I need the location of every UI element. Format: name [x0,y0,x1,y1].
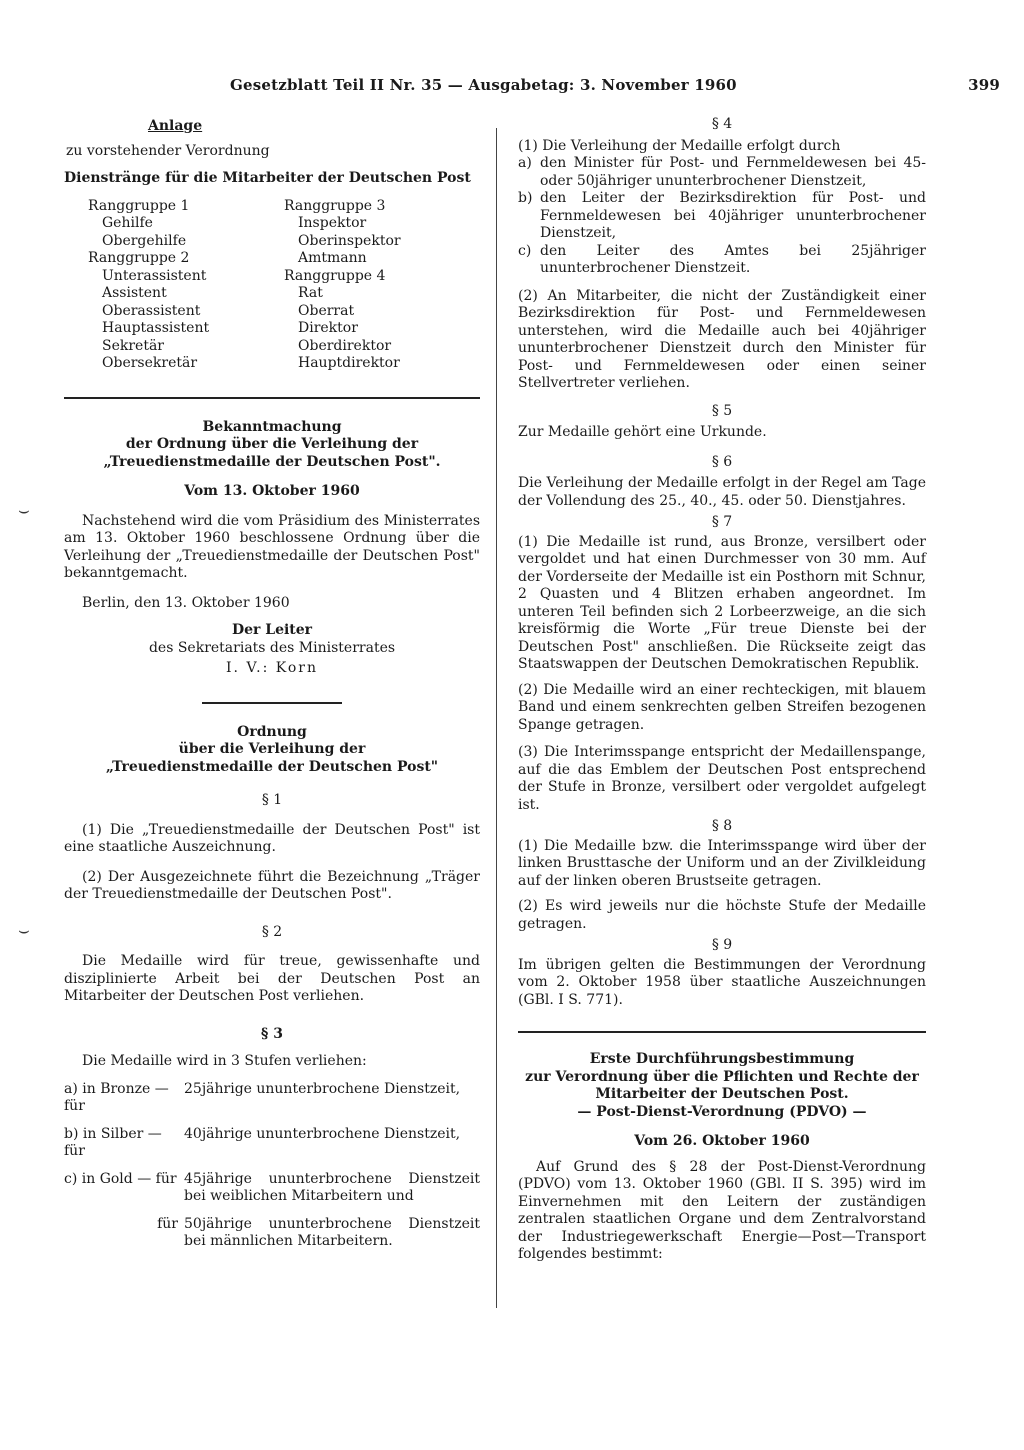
list-item-text: den Minister für Post- und Fernmeldewesen bei 45- oder 50jähriger ununterbrochener Dienstzeit, [540,155,926,189]
bekanntmachung-title: Bekanntmachung [202,418,342,435]
rank-item: Rat [298,285,323,301]
paragraph-number: § 1 [261,792,283,808]
stufe-label: c) in Gold — für [64,1170,177,1187]
list-item-text: den Leiter des Amtes bei 25jähriger ununterbrochener Dienstzeit. [540,242,926,276]
paragraph-text: Im übrigen gelten die Bestimmungen der Verordnung vom 2. Oktober 1958 über staatliche Auszeichnungen (GBl. I S. 771). [518,956,926,1008]
bekanntmachung-date: Vom 13. Oktober 1960 [184,483,360,499]
durchfuehrung-date: Vom 26. Oktober 1960 [634,1133,810,1149]
ordnung-section [64,724,480,1251]
rank-group-heading: Ranggruppe 4 [284,267,386,284]
paragraph-text: Die Medaille wird in 3 Stufen verliehen: [82,1053,367,1069]
column-divider [496,128,497,1308]
paragraph-number: § 9 [711,937,733,953]
durchfuehrung-subtitle: zur Verordnung über die Pflichten und Rechte der [525,1068,919,1085]
rank-item: Obersekretär [102,355,198,371]
paragraph-text: (1) Die Medaille bzw. die Interimsspange wird über der linken Brusttasche der Uniform und an der Zivilkleidung auf der linken oberen Brustseite getragen. [518,837,926,889]
paragraph-text: (2) Der Ausgezeichnete führt die Bezeichnung „Träger der Treuedienstmedaille der Deutschen Post". [64,868,480,902]
stufe-label: a) in Bronze — für [64,1080,169,1114]
list-item [518,190,926,243]
rank-item: Gehilfe [102,215,153,231]
durchfuehrung-subtitle: Mitarbeiter der Deutschen Post. [595,1086,849,1102]
rank-item: Inspektor [298,215,367,231]
list-item-text: den Leiter der Bezirksdirektion für Post- und Fernmeldewesen bei 40jähriger ununterbrochener Dienstzeit, [540,190,926,241]
anlage-subtitle: zu vorstehender Verordnung [66,142,270,159]
paragraph-text: (2) Die Medaille wird an einer rechteckigen, mit blauem Band und einem senkrechten gelben Streifen bezogenen Spange getragen. [518,681,926,733]
stufe-gold [64,1171,480,1206]
stufe-text: 50jährige ununterbrochene Dienstzeit bei männlichen Mitarbeitern. [184,1215,480,1249]
margin-mark: ⌣ [18,920,30,941]
anlage-section [64,118,480,373]
rank-item: Sekretär [102,337,165,354]
rank-item: Oberrat [298,302,355,319]
page-header [230,76,1000,94]
rank-item: Unterassistent [102,267,207,284]
page-number: 399 [968,76,1000,94]
paragraph-text: Die Medaille wird für treue, gewissenhafte und disziplinierte Arbeit bei der Deutschen Post an Mitarbeiter der Deutschen Post verliehen. [64,953,480,1004]
section-divider [202,702,342,704]
paragraph-number: § 3 [261,1025,283,1042]
margin-mark: ⌣ [18,500,30,521]
anlage-title: Anlage [148,118,203,134]
list-marker: b) [518,190,533,206]
rank-item: Hauptassistent [102,320,210,336]
list-item [518,243,926,278]
rank-group-heading: Ranggruppe 2 [88,250,190,266]
stufe-bronze [64,1081,480,1116]
paragraph-number: § 4 [711,116,733,132]
bekanntmachung-subtitle: der Ordnung über die Verleihung der [125,436,419,452]
rank-item: Assistent [102,285,167,301]
rank-group-heading: Ranggruppe 1 [88,197,190,214]
paragraph-number: § 2 [261,923,283,940]
durchfuehrung-subtitle: — Post-Dienst-Verordnung (PDVO) — [577,1103,867,1120]
stufe-label: für [157,1215,178,1232]
rank-item: Oberinspektor [298,232,401,249]
durchfuehrung-title: Erste Durchführungsbestimmung [589,1051,855,1067]
place-date: Berlin, den 13. Oktober 1960 [82,594,290,611]
list-item [518,155,926,190]
paragraph-text: Die Verleihung der Medaille erfolgt in der Regel am Tage der Vollendung des 25., 40., 45. oder 50. Dienstjahres. [518,475,926,509]
paragraph-text: (2) An Mitarbeiter, die nicht der Zuständigkeit einer Bezirksdirektion für Post- und Fernmeldewesen unterstehen, wird die Medaille auch bei 40jähriger ununterbrochener Dienstzeit durch den Minister für Post- und Fernmeldewesen oder einen seiner Stellvertreter verliehen. [518,287,926,391]
paragraph-number: § 5 [711,402,733,419]
signatory-office: des Sekretariats des Ministerrates [148,639,396,656]
durchfuehrung-section [518,1051,926,1264]
rank-item: Hauptdirektor [298,355,400,371]
rank-item: Oberassistent [102,302,201,319]
paragraph-number: § 7 [711,514,733,530]
rank-column-1 [88,198,284,373]
signatory-title: Der Leiter [231,622,313,638]
rank-item: Obergehilfe [102,232,187,249]
paragraph-text: Zur Medaille gehört eine Urkunde. [518,424,767,440]
paragraph-text: (1) Die Medaille ist rund, aus Bronze, versilbert oder vergoldet und hat einen Durchmesser von 30 mm. Auf der Vorderseite der Medaille ist ein Posthorn mit Schnur, 2 Quasten und 4 Blitzen erhaben angeordnet. Im unteren Teil befinden sich 2 Lorbeerzweige, an die sich kreisförmig die Worte „Für treue Dienste bei der Deutschen Post" anschließen. Die Rückseite zeigt das Staatswappen der Deutschen Demokratischen Republik. [518,533,926,672]
section-divider [518,1031,926,1033]
section-divider [64,397,480,399]
anlage-heading: Dienstränge für die Mitarbeiter der Deutschen Post [64,170,471,186]
bekanntmachung-subtitle: „Treuedienstmedaille der Deutschen Post". [103,453,441,470]
list-marker: a) [518,155,532,171]
left-column [64,118,480,1251]
rank-column-2 [284,198,480,373]
paragraph-number: § 8 [711,818,733,834]
ordnung-title: Ordnung [237,723,307,740]
rank-group-heading: Ranggruppe 3 [284,197,386,214]
right-column [518,116,926,1264]
paragraph-text: (3) Die Interimsspange entspricht der Medaillenspange, auf die das Emblem der Deutschen Post entsprechend der Stufe in Bronze, versilbert oder vergoldet aufgelegt ist. [518,744,926,813]
paragraph-text: (1) Die „Treuedienstmedaille der Deutschen Post" ist eine staatliche Auszeichnung. [64,821,480,855]
paragraph-number: § 6 [711,453,733,470]
ordnung-subtitle: „Treuedienstmedaille der Deutschen Post" [105,758,439,775]
paragraph-text: (1) Die Verleihung der Medaille erfolgt durch [518,137,841,154]
list-marker: c) [518,242,532,259]
stufe-text: 25jährige ununterbrochene Dienstzeit, [184,1080,461,1097]
durchfuehrung-text: Auf Grund des § 28 der Post-Dienst-Verordnung (PDVO) vom 13. Oktober 1960 (GBl. II S. 395) wird im Einvernehmen mit den Leitern der zuständigen zentralen staatlichen Organe und dem Zentralvorstand der Industriegewerkschaft Energie—Post—Transport folgendes bestimmt: [518,1158,926,1262]
bekanntmachung-section [64,419,480,678]
rank-item: Direktor [298,320,358,336]
ordnung-subtitle: über die Verleihung der [178,741,366,757]
paragraph-text: (2) Es wird jeweils nur die höchste Stufe der Medaille getragen. [518,898,926,932]
stufe-gold-male [64,1216,480,1251]
bekanntmachung-text: Nachstehend wird die vom Präsidium des Ministerrates am 13. Oktober 1960 beschlossene Ordnung über die Verleihung der „Treuedienstmedaille der Deutschen Post" bekanntgemacht. [64,512,480,581]
stufe-text: 40jährige ununterbrochene Dienstzeit, [184,1125,461,1142]
rank-item: Oberdirektor [298,337,392,354]
rank-item: Amtmann [298,250,367,266]
stufe-text: 45jährige ununterbrochene Dienstzeit bei weiblichen Mitarbeitern und [184,1170,480,1204]
rank-groups-table [88,198,480,373]
signatory-name: I. V.: Korn [226,660,318,676]
stufe-silber [64,1126,480,1161]
header-title: Gesetzblatt Teil II Nr. 35 — Ausgabetag: 3. November 1960 [230,76,737,94]
stufe-label: b) in Silber — für [64,1125,162,1159]
